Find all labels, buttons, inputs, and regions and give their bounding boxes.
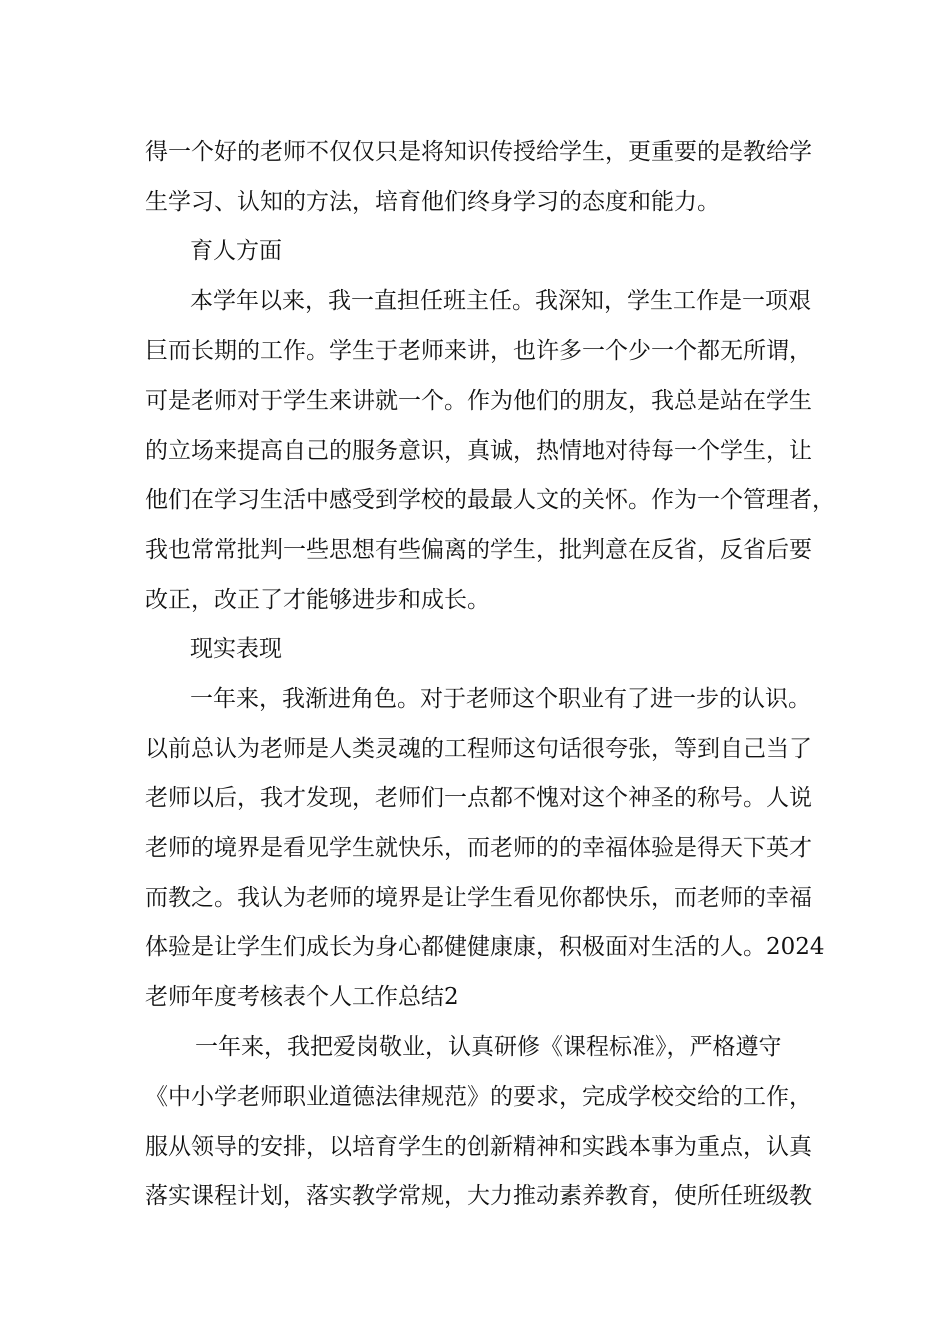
text-line: 他们在学习生活中感受到学校的最最人文的关怀。作为一个管理者， bbox=[145, 487, 835, 513]
text-line: 体验是让学生们成长为身心都健健康康，积极面对生活的人。2024 bbox=[145, 934, 825, 960]
text-line: 我也常常批判一些思想有些偏离的学生，批判意在反省，反省后要 bbox=[145, 537, 812, 563]
text-line: 而教之。我认为老师的境界是让学生看见你都快乐，而老师的幸福 bbox=[145, 885, 812, 911]
section-heading: 育人方面 bbox=[190, 238, 282, 264]
text-line: 得一个好的老师不仅仅只是将知识传授给学生，更重要的是教给学 bbox=[145, 139, 812, 165]
text-line: 可是老师对于学生来讲就一个。作为他们的朋友，我总是站在学生 bbox=[145, 388, 812, 414]
text-line: 巨而长期的工作。学生于老师来讲，也许多一个少一个都无所谓， bbox=[145, 338, 812, 364]
text-line: 服从领导的安排，以培育学生的创新精神和实践本事为重点，认真 bbox=[145, 1134, 812, 1160]
text-line: 落实课程计划，落实教学常规，大力推动素养教育，使所任班级教 bbox=[145, 1183, 812, 1209]
text-line: 老师以后，我才发现，老师们一点都不愧对这个神圣的称号。人说 bbox=[145, 785, 812, 811]
text-line: 老师的境界是看见学生就快乐，而老师的的幸福体验是得天下英才 bbox=[145, 835, 812, 861]
text-line: 的立场来提高自己的服务意识，真诚，热情地对待每一个学生，让 bbox=[145, 438, 812, 464]
section-heading: 现实表现 bbox=[190, 636, 282, 662]
text-line: 《中小学老师职业道德法律规范》的要求，完成学校交给的工作， bbox=[145, 1084, 812, 1110]
text-line: 一年来，我渐进角色。对于老师这个职业有了进一步的认识。 bbox=[190, 686, 811, 712]
text-line: 以前总认为老师是人类灵魂的工程师这句话很夸张，等到自己当了 bbox=[145, 736, 812, 762]
text-line: 本学年以来，我一直担任班主任。我深知，学生工作是一项艰 bbox=[190, 288, 811, 314]
text-line: 改正，改正了才能够进步和成长。 bbox=[145, 587, 490, 613]
text-line: 老师年度考核表个人工作总结2 bbox=[145, 984, 459, 1010]
text-line: 一年来，我把爱岗敬业，认真研修《课程标准》，严格遵守 bbox=[195, 1034, 782, 1060]
text-line: 生学习、认知的方法，培育他们终身学习的态度和能力。 bbox=[145, 189, 720, 215]
